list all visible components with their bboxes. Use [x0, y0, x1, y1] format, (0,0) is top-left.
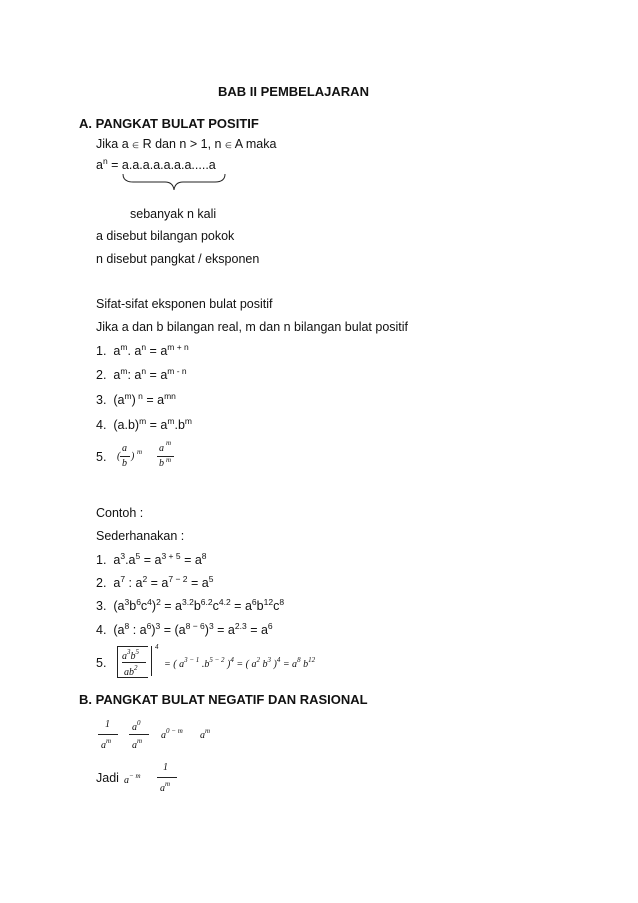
property-1: 1. $a^m$. $a^n = a^{m + n}$ [96, 342, 189, 358]
term: = a [230, 599, 252, 613]
def-post: A maka [234, 137, 277, 151]
exponent: 6 [146, 621, 152, 631]
prop5-denominator: b [122, 458, 127, 469]
term: b [129, 599, 137, 613]
term: = a [140, 553, 162, 567]
exponent: 8 [201, 551, 207, 561]
fraction-bar [120, 456, 130, 457]
example-number: 1. [96, 553, 114, 567]
fraction-bar [98, 734, 118, 735]
property-3: 3. $(a^m) ^n = a^{mn}$ [96, 391, 176, 407]
contoh-label: Contoh : [96, 506, 144, 520]
term: = a [213, 623, 235, 637]
exponent: 4.2 [218, 597, 231, 607]
exponent: 6 [267, 621, 273, 631]
term: = (a [160, 623, 186, 637]
exponent: 2.3 [234, 621, 247, 631]
exponent: 3 [124, 597, 130, 607]
term: ) [151, 623, 156, 637]
term: c [212, 599, 219, 613]
sederhanakan-label: Sederhanakan : [96, 529, 185, 543]
example-4 [96, 623, 273, 637]
term: c [273, 599, 280, 613]
exponent: 6 [251, 597, 257, 607]
example-2 [96, 576, 213, 590]
exponent: 7 − 2 [168, 574, 188, 584]
exponent: 3 [120, 551, 126, 561]
definition-line [96, 137, 276, 151]
section-a-heading: A. PANGKAT BULAT POSITIF [79, 116, 259, 131]
example-5-number: 5. [96, 656, 107, 670]
property-5-number: 5. [96, 450, 107, 464]
exponent: 6.2 [200, 597, 213, 607]
exponent: 8 [124, 621, 130, 631]
jadi-label: Jadi [96, 771, 119, 785]
exponent: 3 [208, 621, 214, 631]
right-bracket [147, 646, 152, 676]
def-mid: R dan n > 1, n [142, 137, 222, 151]
exponent: 5 [135, 551, 141, 561]
exponent: 2 [142, 574, 148, 584]
term: : a [129, 623, 147, 637]
prop5-numerator: a [122, 443, 127, 454]
exponent: 5 [208, 574, 214, 584]
brace-label: sebanyak n kali [130, 207, 217, 221]
example-number: 3. [96, 599, 114, 613]
term: (a [113, 623, 125, 637]
page-title: BAB II PEMBELAJARAN [218, 84, 369, 99]
fraction-bar [129, 734, 149, 735]
example-number: 2. [96, 576, 114, 590]
term: a [113, 576, 121, 590]
example-5-result: = ( $a^{3 - 1}$ $.b^{5 - 2}$ )$^4$ = ( $a^2$ $b^3$ )$^4 = a^8$ $b^{12}$ [164, 656, 316, 670]
term: ) [151, 599, 157, 613]
properties-intro: Jika a dan b bilangan real, m dan n bilangan bulat positif [96, 320, 409, 334]
term: = a [147, 576, 169, 590]
term: = a [180, 553, 202, 567]
example-1 [96, 553, 207, 567]
exponent: 4 [147, 597, 152, 607]
property-4: 4. $(a.b)^m = a^m.b^m$ [96, 416, 193, 432]
line-pangkat: n disebut pangkat / eksponen [96, 252, 260, 266]
term: = a [246, 623, 268, 637]
exponent: 3 + 5 [161, 551, 181, 561]
property-2: 2. $a^m$: $a^n = a^{m - n}$ [96, 366, 187, 382]
fraction-bar [122, 662, 146, 663]
term: b [256, 599, 264, 613]
def-pre: Jika a [96, 137, 129, 151]
expansion-line: $a^n = a.a.a.a.a.a.a.....a$ [96, 156, 216, 172]
element-of-icon: ∈ [132, 141, 140, 150]
term: b [193, 599, 201, 613]
exponent: 8 − 6 [185, 621, 205, 631]
exponent: 6 [136, 597, 141, 607]
example-3 [96, 599, 284, 613]
underbrace-icon [121, 172, 227, 194]
exponent: 7 [120, 574, 126, 584]
term: c [140, 599, 148, 613]
exponent: 2 [156, 597, 161, 607]
exponent: 8 [279, 597, 285, 607]
example-number: 4. [96, 623, 114, 637]
exponent: 3 [155, 621, 161, 631]
element-of-icon: ∈ [224, 141, 232, 150]
exponent: 12 [263, 597, 274, 607]
term: ) [204, 623, 209, 637]
term: = a [160, 599, 183, 613]
term: : a [125, 576, 143, 590]
term: .a [125, 553, 136, 567]
term: a [113, 553, 121, 567]
section-b-heading: B. PANGKAT BULAT NEGATIF DAN RASIONAL [79, 692, 368, 707]
term: = a [187, 576, 209, 590]
properties-title: Sifat-sifat eksponen bulat positif [96, 297, 273, 311]
fraction-bar [157, 777, 177, 778]
term: (a [113, 599, 125, 613]
exponent: 3.2 [182, 597, 194, 607]
line-bilangan-pokok: a disebut bilangan pokok [96, 229, 235, 243]
